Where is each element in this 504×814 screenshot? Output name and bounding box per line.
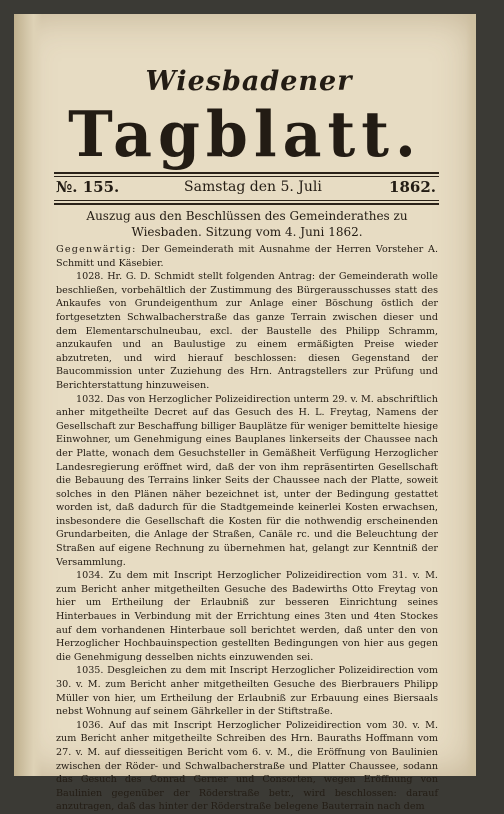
- council-minutes-article: [56, 208, 438, 814]
- issue-info-line: [56, 177, 436, 199]
- issue-rule-bottom: [54, 203, 439, 205]
- article-paragraph-1028: 1028. Hr. G. D. Schmidt stellt folgenden Antrag: der Gemeinderath wolle beschließen, vorbehältlich der Zustimmung des Bürgerausschusses statt des Ankaufes von Grundeigenthum zur Anlage einer Böschung östlich der fortgesetzten Schwalbacherstraße das ganze Terrain zwischen dieser und dem Elementarschulneubau, excl. der Baustelle des Philipp Schramm, anzukaufen und an Baulustige zu einem ermäßigten Preise wieder abzutreten, und wird hierauf beschlossen: diesen Gegenstand der Baucommission unter Zuziehung des Hrn. Antragstellers zur Prüfung und Berichterstattung hinzuweisen.: [56, 271, 438, 391]
- newspaper-page: [14, 14, 476, 813]
- page-edge: [466, 14, 476, 776]
- issue-number: №. 155.: [56, 178, 120, 196]
- article-paragraph-1034: 1034. Zu dem mit Inscript Herzoglicher Polizeidirection vom 31. v. M. zum Bericht anher mitgetheilten Gesuche des Badewirths Otto Freytag von hier um Ertheilung der Erlaubniß zur besseren Einrichtung seines Hinterbaues in Verbindung mit der Errichtung eines 3ten und 4ten Stockes auf dem vorhandenen Hinterbaue soll berichtet werden, daß unter den von Herzoglicher Hochbauinspection gestellten Bedingungen von hier aus gegen die Genehmigung desselben nichts einzuwenden sei.: [56, 570, 438, 663]
- attendance-label: Gegenwärtig:: [56, 244, 137, 255]
- issue-rule-thin: [54, 200, 439, 201]
- masthead-title: Tagblatt.: [68, 98, 422, 172]
- page-spine: [14, 14, 42, 776]
- issue-year: 1862.: [389, 178, 436, 196]
- article-heading: Auszug aus den Beschlüssen des Gemeinderathes zu Wiesbaden. Sitzung vom 4. Juni 1862.: [86, 209, 408, 239]
- attendance-text: Der Gemeinderath mit Ausnahme der Herren Vorsteher A. Schmitt und Käsebier.: [56, 244, 438, 269]
- issue-date: Samstag den 5. Juli: [184, 179, 322, 195]
- article-paragraph-1036: 1036. Auf das mit Inscript Herzoglicher Polizeidirection vom 30. v. M. zum Bericht anher mitgetheilte Schreiben des Hrn. Bauraths Hoffmann vom 27. v. M. auf diesseitigen Bericht vom 6. v. M., die Eröffnung von Baulinien zwischen der Röder- und Schwalbacherstraße und Platter Chaussee, sodann das Gesuch des Conrad Gerner und Consorten, wegen Eröffnung von Baulinien gegenüber der Röderstraße betr., wird beschlossen: darauf anzutragen, daß das hinter der Röderstraße belegene Bauterrain nach dem: [56, 719, 438, 813]
- article-paragraph-1035: 1035. Desgleichen zu dem mit Inscript Herzoglicher Polizeidirection vom 30. v. M. zum Bericht anher mitgetheilten Gesuche des Bierbrauers Philipp Müller von hier, um Ertheilung der Erlaubniß zur Erbauung eines Biersaals nebst Wohnung auf seinem Gährkeller in der Stiftstraße.: [56, 665, 438, 718]
- attendance-paragraph: [56, 243, 438, 270]
- masthead-subtitle: Wiesbadener: [145, 66, 353, 97]
- article-paragraph-1032: 1032. Das von Herzoglicher Polizeidirection unterm 29. v. M. abschriftlich anher mitgetheilte Decret auf das Gesuch des H. L. Freytag, Namens der Gesellschaft zur Beschaffung billiger Bauplätze für weniger bemittelte hiesige Einwohner, um Genehmigung eines Bauplanes linkerseits der Chaussee nach der Platte, wonach dem Gesuchsteller in Gemäßheit Verfügung Herzoglicher Landesregierung eröffnet wird, daß der von ihm repräsentirten Gesellschaft die Bebauung des Terrains linker Seits der Chaussee nach der Platte, soweit solches in den Plänen näher bezeichnet ist, unter der Bedingung gestattet worden ist, daß dadurch für die Stadtgemeinde keinerlei Kosten erwachsen, insbesondere die Gesellschaft die Kosten für die nothwendig erscheinenden Grundarbeiten, die Anlage der Straßen, Canäle rc. und die Beleuchtung der Straßen auf eigene Rechnung zu übernehmen hat, gelangt zur Kenntniß der Versammlung.: [56, 393, 438, 568]
- masthead-rule-top: [54, 172, 439, 174]
